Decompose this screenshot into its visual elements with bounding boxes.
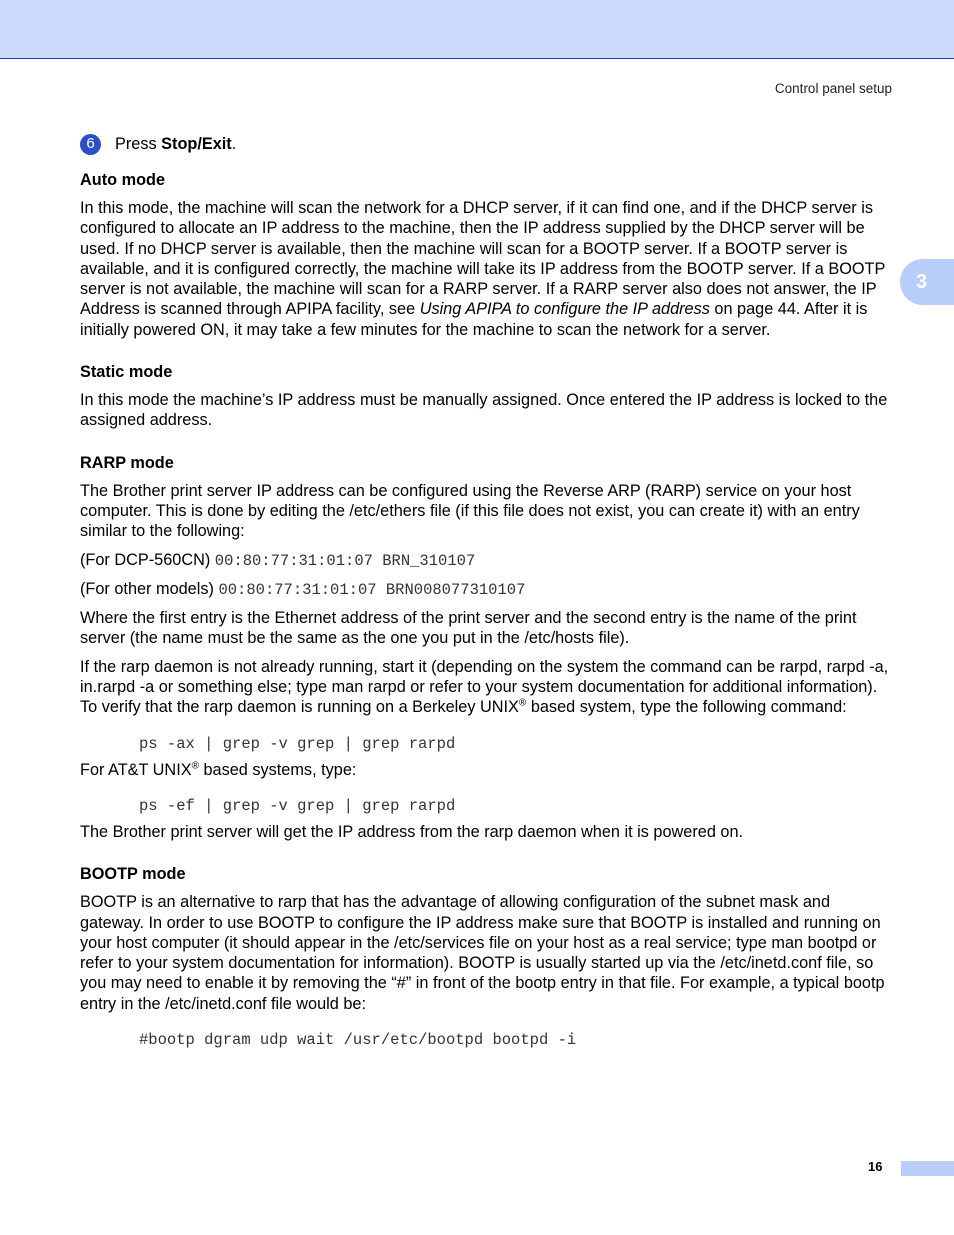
entry1-label: (For DCP-560CN) — [80, 550, 215, 569]
entry2-label: (For other models) — [80, 579, 219, 598]
command-berkeley: ps -ax | grep -v grep | grep rarpd — [139, 734, 456, 753]
step-number-badge: 6 — [80, 134, 101, 155]
chapter-number: 3 — [916, 270, 928, 293]
att-text-after: based systems, type: — [198, 760, 357, 779]
chapter-tab — [900, 259, 954, 305]
running-header: Control panel setup — [774, 81, 892, 96]
step-6 — [80, 134, 890, 155]
rarp-where-paragraph: Where the first entry is the Ethernet address of the print server and the second entry is the name of the print server (the name must be the same as the one you put in the /etc/hosts file). — [80, 609, 857, 648]
rarp-entry-dcp560cn — [80, 550, 890, 571]
bootp-paragraph: BOOTP is an alternative to rarp that has the advantage of allowing configuration of the subnet mask and gateway. In order to use BOOTP to configure the IP address make sure that BOOTP is installed and running on your host computer (it should appear in the /etc/services file on your host as a real service; type man bootpd or refer to your system documentation for information). BOOTP is usually started up via the /etc/inetd.conf file, so you may need to enable it by removing the “#” in front of the bootp entry in that file. For example, a typical bootp entry in the /etc/inetd.conf file would be: — [80, 893, 885, 1013]
rarp-closing-paragraph: The Brother print server will get the IP address from the rarp daemon when it is powered on. — [80, 822, 744, 841]
page-content — [80, 134, 890, 1056]
daemon-text-before: If the rarp daemon is not already running, start it (depending on the system the command can be rarpd, rarpd -a, in.rarpd -a or something else; type man rarpd or refer to your system documentation for additional information). To verify that the rarp daemon is running on a Berkeley UNIX — [80, 657, 889, 717]
att-text-before: For AT&T UNIX — [80, 760, 192, 779]
rarp-entry-other-models — [80, 579, 890, 600]
att-unix-paragraph — [80, 760, 890, 780]
rarp-daemon-paragraph — [80, 657, 890, 718]
bootp-mode-heading: BOOTP mode — [80, 865, 186, 884]
entry2-code: 00:80:77:31:01:07 BRN008077310107 — [218, 580, 526, 599]
registered-mark-att: ® — [191, 760, 199, 772]
page-number-bar — [901, 1161, 954, 1176]
apipa-link[interactable]: Using APIPA to configure the IP address — [419, 300, 710, 319]
auto-mode-text-before: In this mode, the machine will scan the network for a DHCP server, if it can find one, and if the DHCP server is configured to allocate an IP address to the machine, then the IP address supplied by the DHCP server will be used. If no DHCP server is available, then the machine will scan for a BOOTP server. If a BOOTP server is available, and it is configured correctly, the machine will take its IP address from the BOOTP server. If a BOOTP server is not available, the machine will scan for a RARP server. If a RARP server also does not answer, the IP Address is scanned through APIPA facility, see — [80, 199, 886, 319]
static-mode-paragraph: In this mode the machine’s IP address must be manually assigned. Once entered the IP address is locked to the assigned address. — [80, 391, 888, 430]
static-mode-heading: Static mode — [80, 363, 173, 382]
rarp-mode-heading: RARP mode — [80, 453, 174, 472]
registered-mark: ® — [518, 697, 527, 709]
daemon-text-after: based system, type the following command: — [526, 698, 847, 717]
bootp-entry-code: #bootp dgram udp wait /usr/etc/bootpd bootpd -i — [139, 1031, 577, 1050]
command-att: ps -ef | grep -v grep | grep rarpd — [139, 796, 456, 815]
rarp-intro-paragraph: The Brother print server IP address can be configured using the Reverse ARP (RARP) service on your host computer. This is done by editing the /etc/ethers file (if this file does not exist, you can create it) with an entry similar to the following: — [80, 481, 860, 541]
auto-mode-paragraph — [80, 198, 890, 340]
header-band — [0, 0, 954, 59]
page-number: 16 — [868, 1159, 883, 1174]
auto-mode-text-after: on page 44. After it is initially powered ON, it may take a few minutes for the machine to scan the network for a server. — [80, 300, 868, 339]
auto-mode-heading: Auto mode — [80, 171, 166, 189]
step-text — [115, 134, 236, 154]
step-suffix: . — [231, 135, 237, 154]
step-key-label: Stop/Exit — [161, 135, 232, 154]
step-prefix: Press — [115, 135, 162, 154]
entry1-code: 00:80:77:31:01:07 BRN_310107 — [214, 551, 476, 570]
